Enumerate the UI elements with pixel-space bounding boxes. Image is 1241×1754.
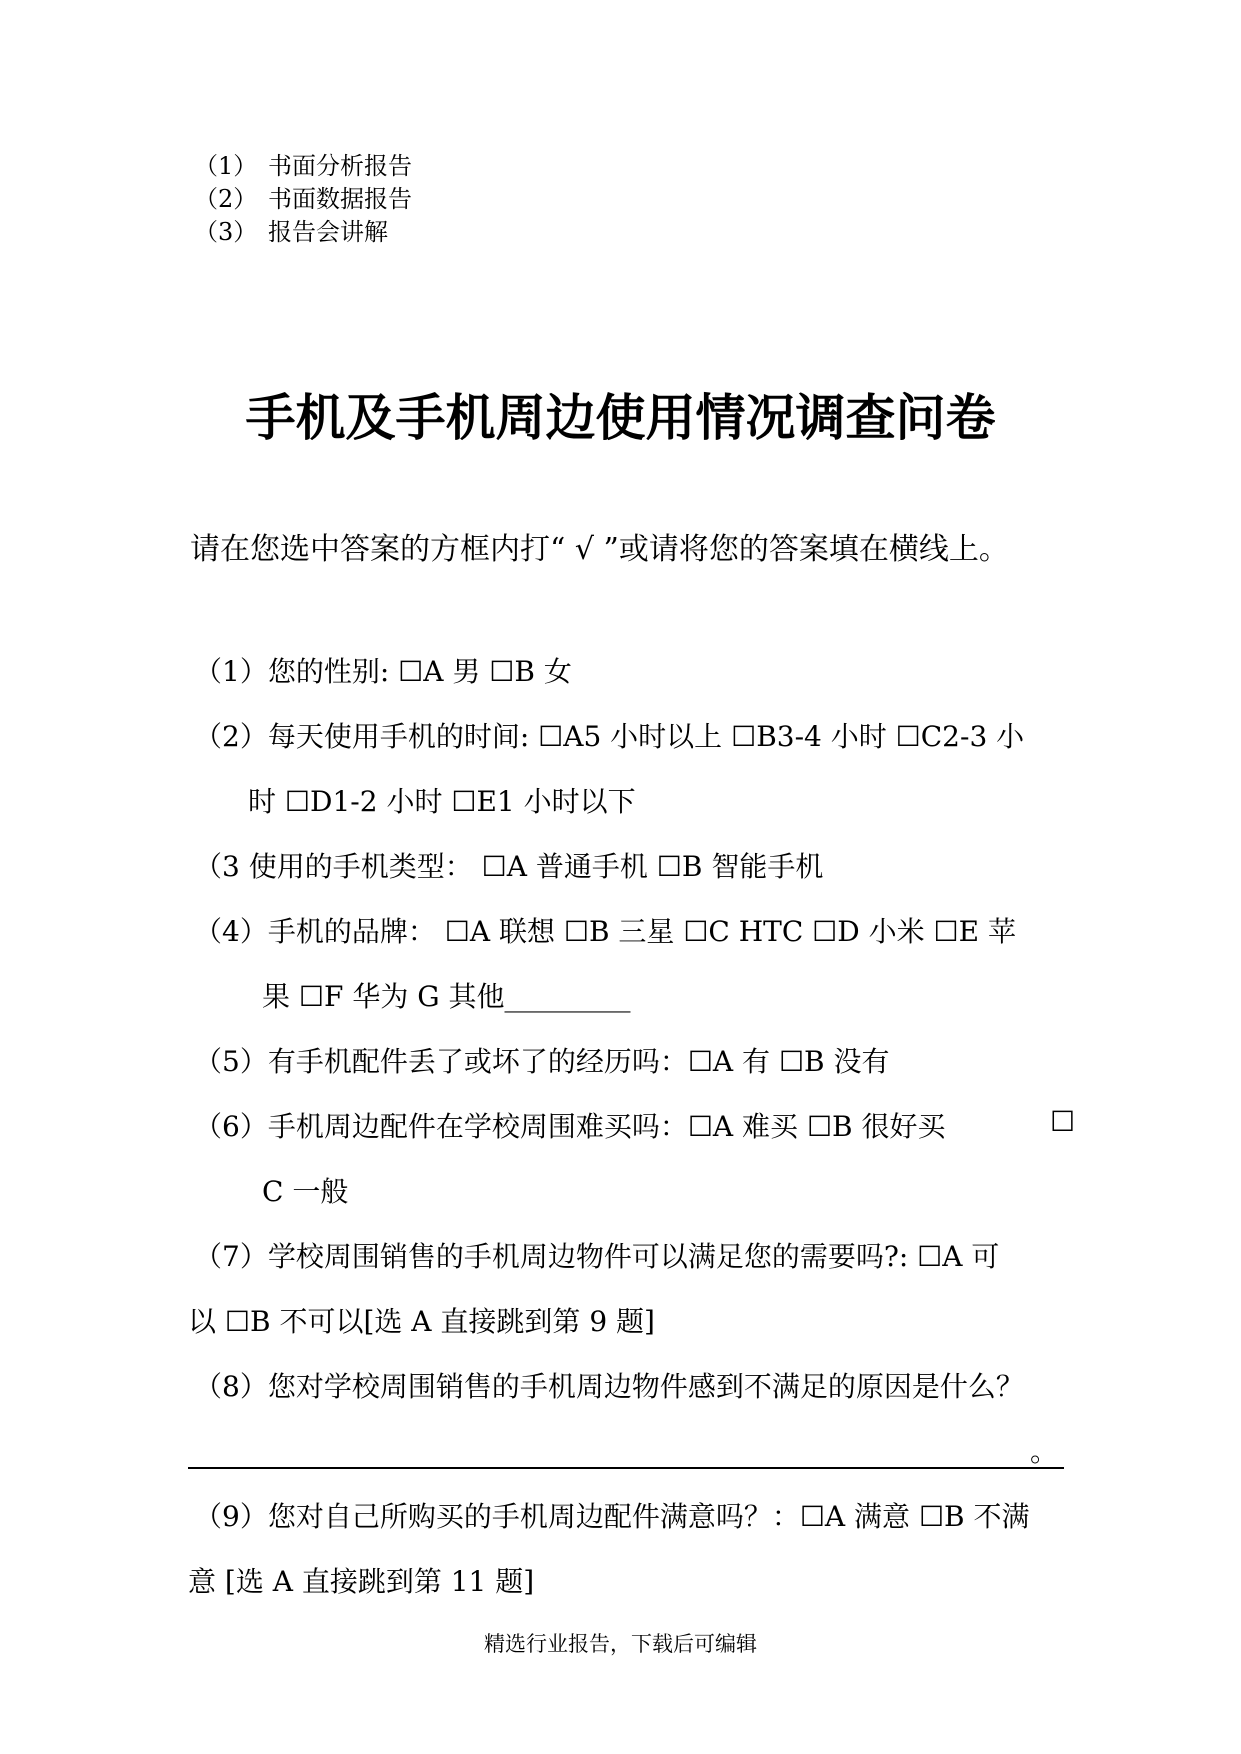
list-item xyxy=(194,150,412,183)
list-number: （1） xyxy=(194,152,258,180)
footer-text: 精选行业报告，下载后可编辑 xyxy=(484,1632,757,1656)
list-text: 报告会讲解 xyxy=(268,218,388,246)
question-2-line-2: 时 ☐D1-2 小时 ☐E1 小时以下 xyxy=(248,785,636,818)
top-list xyxy=(194,150,412,249)
list-number: （2） xyxy=(194,185,258,213)
question-5: （5）有手机配件丢了或坏了的经历吗：☐A 有 ☐B 没有 xyxy=(194,1045,890,1078)
question-9-line-1: （9）您对自己所购买的手机周边配件满意吗？：☐A 满意 ☐B 不满 xyxy=(194,1500,1030,1533)
question-6-line-2: C 一般 xyxy=(262,1175,349,1208)
question-4-line-2: 果 ☐F 华为 G 其他_________ xyxy=(262,980,631,1013)
list-text: 书面数据报告 xyxy=(268,185,412,213)
page-title: 手机及手机周边使用情况调查问卷 xyxy=(245,389,996,447)
question-7-line-1: （7）学校周围销售的手机周边物件可以满足您的需要吗?: ☐A 可 xyxy=(194,1240,1000,1273)
list-text: 书面分析报告 xyxy=(268,152,412,180)
question-2-line-1: （2）每天使用手机的时间: ☐A5 小时以上 ☐B3-4 小时 ☐C2-3 小 xyxy=(194,720,1025,753)
answer-line-end: 。 xyxy=(1030,1435,1059,1468)
list-item xyxy=(194,183,412,216)
question-3: （3 使用的手机类型： ☐A 普通手机 ☐B 智能手机 xyxy=(194,850,824,883)
list-number: （3） xyxy=(194,218,258,246)
question-4-line-1: （4）手机的品牌： ☐A 联想 ☐B 三星 ☐C HTC ☐D 小米 ☐E 苹 xyxy=(194,915,1016,948)
question-1: （1）您的性别: ☐A 男 ☐B 女 xyxy=(194,655,572,688)
question-6-line-1: （6）手机周边配件在学校周围难买吗：☐A 难买 ☐B 很好买 xyxy=(194,1110,946,1143)
answer-line xyxy=(188,1467,1064,1469)
list-item xyxy=(194,216,412,249)
instruction-text: 请在您选中答案的方框内打“ √ ”或请将您的答案填在横线上。 xyxy=(190,532,1009,567)
question-6-checkbox: ☐ xyxy=(1050,1105,1076,1138)
question-8: （8）您对学校周围销售的手机周边物件感到不满足的原因是什么？ xyxy=(194,1370,1024,1403)
question-9-line-2: 意 [选 A 直接跳到第 11 题] xyxy=(188,1565,535,1598)
question-7-line-2: 以 ☐B 不可以[选 A 直接跳到第 9 题] xyxy=(188,1305,655,1338)
